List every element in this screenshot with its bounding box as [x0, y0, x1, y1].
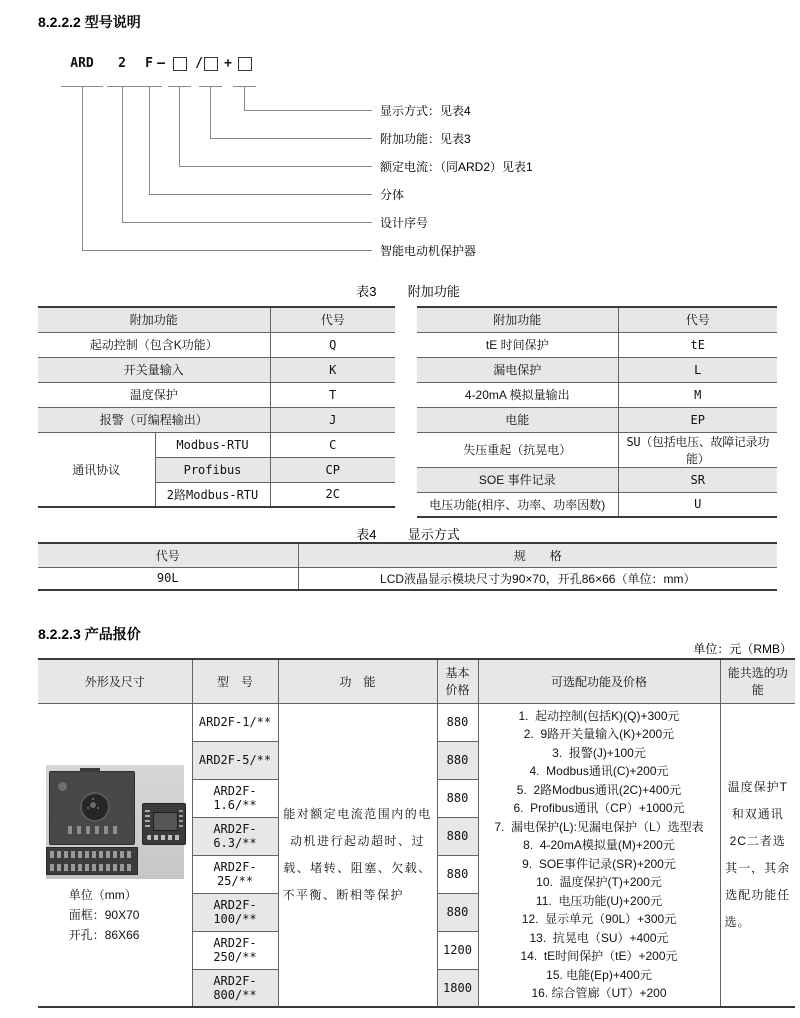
function-code-cell: T [270, 382, 395, 407]
function-name-cell: 2路Modbus-RTU [155, 482, 270, 507]
option-line: 11. 电压功能(U)+200元 [535, 893, 663, 908]
function-name-cell: 失压重起（抗晃电） [417, 432, 618, 467]
model-cell: ARD2F-6.3/** [192, 817, 278, 855]
table4-caption [38, 524, 778, 543]
function-name-cell: Profibus [155, 457, 270, 482]
function-code-cell: U [618, 492, 777, 517]
table-row [38, 659, 795, 703]
callout-hline [149, 194, 372, 195]
function-code-cell: SR [618, 467, 777, 492]
base-price-cell: 1200 [437, 931, 478, 969]
callout-label: 额定电流：（同ARD2）见表1 [380, 160, 533, 174]
function-code-cell: L [618, 357, 777, 382]
callout-vline [244, 87, 245, 110]
table-row [38, 407, 395, 432]
model-number-diagram [0, 40, 800, 272]
model-cell: ARD2F-1/** [192, 703, 278, 741]
terminal-block-image [46, 847, 138, 875]
table4-caption-title: 显示方式 [407, 527, 460, 542]
col-header-code: 代号 [618, 307, 777, 332]
option-line: 5. 2路Modbus通讯(2C)+400元 [516, 782, 682, 797]
base-price-cell: 1800 [437, 969, 478, 1007]
function-name-cell: 电压功能(相序、功率、功率因数) [417, 492, 618, 517]
option-line: 2. 9路开关量输入(K)+200元 [523, 727, 675, 742]
option-line: 4. Modbus通讯(C)+200元 [529, 764, 669, 779]
callout-vline [179, 87, 180, 166]
table-row [38, 432, 395, 457]
col-header-code: 代号 [270, 307, 395, 332]
dimension-notes [69, 885, 161, 945]
col-header-code: 代号 [38, 543, 298, 567]
option-line: 14. tE时间保护（tE）+200元 [520, 949, 678, 964]
callout-label: 设计序号 [380, 216, 429, 230]
table-row [417, 432, 777, 467]
table3-caption-title: 附加功能 [407, 284, 460, 299]
callout-label: 附加功能：见表3 [380, 132, 471, 146]
model-code-part: 2 [118, 56, 126, 71]
callout-hline [210, 138, 372, 139]
callout-vline [122, 87, 123, 222]
col-header-function: 附加功能 [38, 307, 270, 332]
callout-vline [149, 87, 150, 194]
model-cell: ARD2F-1.6/** [192, 779, 278, 817]
display-module-image [142, 803, 186, 845]
dimension-line: 单位（mm） [68, 887, 137, 902]
callout-label: 显示方式：见表4 [380, 104, 471, 118]
function-code-cell: M [618, 382, 777, 407]
base-price-cell: 880 [437, 855, 478, 893]
function-name-cell: 4-20mA 模拟量输出 [417, 382, 618, 407]
option-line: 1. 起动控制(包括K)(Q)+300元 [518, 708, 680, 723]
function-name-cell: tE 时间保护 [417, 332, 618, 357]
function-code-cell: CP [270, 457, 395, 482]
table3-left [38, 306, 395, 508]
table-row [417, 492, 777, 517]
product-photo [46, 765, 184, 879]
callout-hline [122, 222, 372, 223]
display-spec-cell: LCD液晶显示模块尺寸为90×70，开孔86×66（单位：mm） [298, 567, 777, 590]
display-code-cell: 90L [38, 567, 298, 590]
model-placeholder-box [173, 57, 187, 71]
model-cell: ARD2F-25/** [192, 855, 278, 893]
base-price-cell: 880 [437, 779, 478, 817]
function-name-cell: 起动控制（包含K功能） [38, 332, 270, 357]
section-heading-pricing: 8.2.2.3 产品报价 [38, 626, 141, 642]
col-header-appearance: 外形及尺寸 [38, 659, 192, 703]
callout-vline [210, 87, 211, 138]
table-row [38, 703, 795, 741]
model-cell: ARD2F-250/** [192, 931, 278, 969]
col-header-model: 型 号 [192, 659, 278, 703]
dimension-line: 开孔：86X66 [68, 927, 140, 942]
option-line: 9. SOE事件记录(SR)+200元 [522, 856, 676, 871]
option-line: 3. 报警(J)+100元 [552, 745, 646, 760]
function-code-cell: Q [270, 332, 395, 357]
col-header-options: 可选配功能及价格 [478, 659, 720, 703]
comm-protocol-group-cell: 通讯协议 [38, 432, 155, 507]
function-name-cell: SOE 事件记录 [417, 467, 618, 492]
table3-caption [38, 281, 778, 300]
table-row [417, 407, 777, 432]
option-line: 16. 综合管廊（UT）+200 [531, 986, 667, 1001]
table-row [38, 357, 395, 382]
table-row [417, 467, 777, 492]
option-line: 10. 温度保护(T)+200元 [536, 875, 662, 890]
model-code-part: F [145, 56, 153, 71]
protector-body-image [49, 771, 135, 845]
table-row [38, 332, 395, 357]
table4-caption-no: 表4 [356, 527, 377, 542]
option-line: 7. 漏电保护(L):见漏电保护（L）选型表 [494, 819, 704, 834]
table-row [417, 307, 777, 332]
table3-caption-no: 表3 [356, 284, 377, 299]
option-line: 12. 显示单元（90L）+300元 [521, 912, 677, 927]
model-code-separator: — [157, 56, 165, 71]
function-name-cell: 开关量输入 [38, 357, 270, 382]
model-cell: ARD2F-800/** [192, 969, 278, 1007]
table-row [38, 307, 395, 332]
table4 [38, 542, 777, 591]
col-header-spec: 规 格 [298, 543, 777, 567]
table-row [417, 357, 777, 382]
table-row [38, 543, 777, 567]
table-row [38, 567, 777, 590]
function-code-cell: EP [618, 407, 777, 432]
option-line: 13. 抗晃电（SU）+400元 [529, 930, 669, 945]
function-code-cell: J [270, 407, 395, 432]
model-code-part: ARD [70, 56, 94, 71]
option-line: 15. 电能(Ep)+400元 [546, 967, 652, 982]
function-code-cell: 2C [270, 482, 395, 507]
pricing-table [38, 658, 795, 1008]
callout-vline [82, 87, 83, 250]
base-price-cell: 880 [437, 703, 478, 741]
function-code-cell: K [270, 357, 395, 382]
base-price-cell: 880 [437, 741, 478, 779]
model-placeholder-box [238, 57, 252, 71]
callout-hline [179, 166, 372, 167]
appearance-cell [38, 703, 192, 1007]
function-description-cell: 能对额定电流范围内的电动机进行起动超时、过载、堵转、阻塞、欠载、不平衡、断相等保护 [278, 703, 437, 1007]
col-header-base-price: 基本价格 [437, 659, 478, 703]
currency-unit-note: 单位：元（RMB） [693, 642, 792, 656]
model-code-separator: + [224, 56, 232, 71]
callout-label: 分体 [380, 188, 405, 202]
model-cell: ARD2F-5/** [192, 741, 278, 779]
model-placeholder-box [204, 57, 218, 71]
base-price-cell: 880 [437, 893, 478, 931]
section-heading-model: 8.2.2.2 型号说明 [38, 14, 141, 30]
options-cell [478, 703, 720, 1007]
col-header-shared: 能共选的功能 [720, 659, 795, 703]
table-row [417, 332, 777, 357]
option-line: 6. Profibus通讯（CP）+1000元 [513, 801, 685, 816]
col-header-function: 功 能 [278, 659, 437, 703]
model-cell: ARD2F-100/** [192, 893, 278, 931]
table3-right [417, 306, 777, 518]
table-row [417, 382, 777, 407]
option-line: 8. 4-20mA模拟量(M)+200元 [523, 838, 675, 853]
shared-functions-cell: 温度保护T和双通讯2C二者选其一，其余选配功能任选。 [720, 703, 795, 1007]
function-name-cell: 电能 [417, 407, 618, 432]
callout-label: 智能电动机保护器 [380, 244, 477, 258]
model-code-separator: / [195, 56, 203, 71]
function-code-cell: C [270, 432, 395, 457]
callout-hline [82, 250, 372, 251]
dimension-line: 面框：90X70 [68, 907, 140, 922]
function-code-cell: tE [618, 332, 777, 357]
function-name-cell: 报警（可编程输出） [38, 407, 270, 432]
table-row [38, 382, 395, 407]
callout-hline [244, 110, 372, 111]
col-header-function: 附加功能 [417, 307, 618, 332]
function-name-cell: 漏电保护 [417, 357, 618, 382]
base-price-cell: 880 [437, 817, 478, 855]
function-name-cell: Modbus-RTU [155, 432, 270, 457]
function-code-cell: SU（包括电压、故障记录功能） [618, 432, 777, 467]
function-name-cell: 温度保护 [38, 382, 270, 407]
